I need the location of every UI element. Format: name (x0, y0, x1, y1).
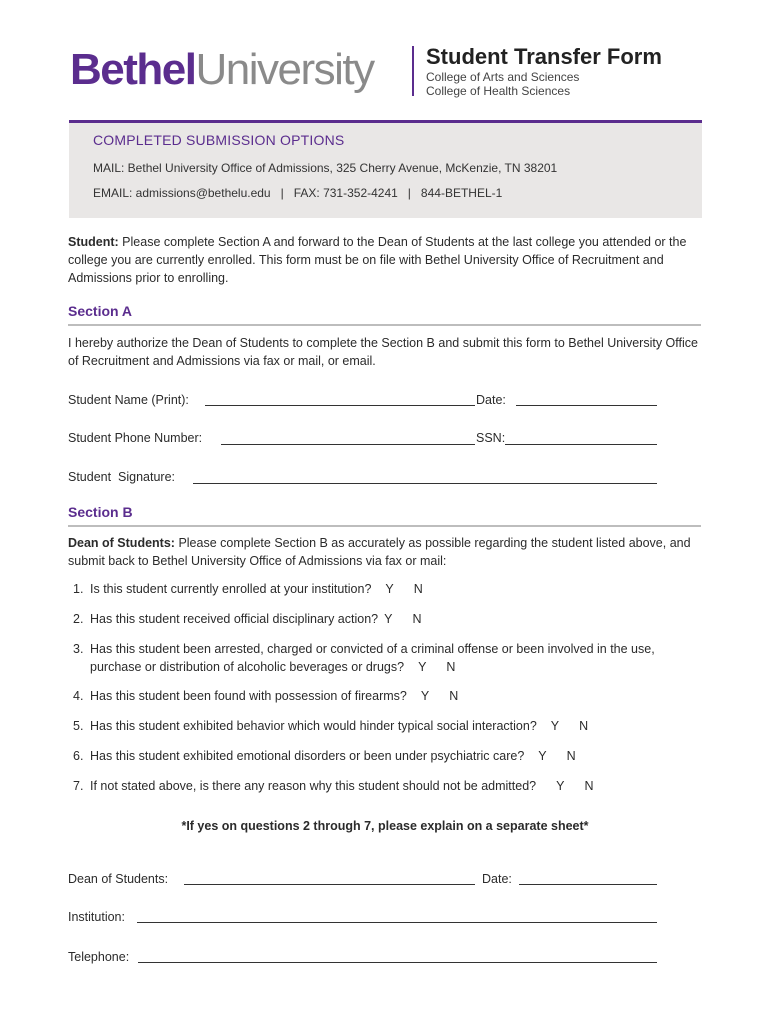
student-signature-label: Student Signature: (68, 470, 176, 484)
dean-instructions (68, 534, 708, 570)
dean-label: Dean of Students: (68, 536, 175, 550)
answer-yes[interactable]: Y (538, 749, 547, 763)
header-divider (412, 46, 414, 96)
question-number: 3. (73, 642, 84, 656)
question-text: If not stated above, is there any reason why this student should not be admitted? (90, 779, 537, 793)
answer-yes[interactable]: Y (418, 660, 427, 674)
student-name-field[interactable] (205, 405, 475, 406)
dean-date-field[interactable] (519, 884, 657, 885)
college-health-sciences: College of Health Sciences (426, 84, 571, 98)
answer-yes[interactable]: Y (420, 689, 430, 703)
answer-no[interactable]: N (413, 582, 423, 596)
student-date-field[interactable] (516, 405, 657, 406)
student-signature-field[interactable] (193, 483, 657, 484)
question-text: Has this student exhibited emotional disorders or been under psychiatric care? (90, 749, 525, 763)
answer-yes[interactable]: Y (385, 582, 394, 596)
answer-no[interactable]: N (412, 612, 422, 626)
bethel-university-logo (70, 46, 374, 94)
submission-email-fax-phone: EMAIL: admissions@bethelu.edu | FAX: 731-352-4241 | 844-BETHEL-1 (93, 186, 503, 200)
header (70, 44, 710, 100)
section-a-title: Section A (68, 303, 133, 319)
answer-no[interactable]: N (449, 689, 459, 703)
question-number: 4. (73, 689, 84, 703)
logo-bold-text: Bethel (70, 45, 196, 94)
telephone-field[interactable] (138, 962, 657, 963)
question-text: Has this student been found with possession of firearms? (90, 689, 407, 703)
section-a-authorization: I hereby authorize the Dean of Students to complete the Section B and submit this form to Bethel University Office of Recruitment and Admissions via fax or mail, or email. (68, 336, 698, 368)
answer-no[interactable]: N (584, 779, 594, 793)
explanation-note: *If yes on questions 2 through 7, please explain on a separate sheet* (181, 819, 589, 833)
question-number: 2. (73, 612, 84, 626)
submission-options-box (69, 120, 702, 218)
answer-yes[interactable]: Y (556, 779, 565, 793)
dean-instructions-text: Please complete Section B as accurately as possible regarding the student listed above, and submit back to Bethel University Office of Admissions via fax or mail: (68, 536, 691, 568)
question-text: Has this student been arrested, charged or convicted of a criminal offense or been involved in the use, purchase or distribution of alcoholic beverages or drugs? (90, 642, 655, 674)
section-b-rule (68, 525, 701, 527)
student-instructions-text: Please complete Section A and forward to the Dean of Students at the last college you attended or the college you are currently enrolled. This form must be on file with Bethel University Office of Recruitment and Admissions prior to enrolling. (68, 235, 687, 285)
question-text: Has this student received official disciplinary action? (90, 612, 379, 626)
student-label: Student: (68, 235, 119, 249)
telephone-label: Telephone: (68, 950, 130, 964)
answer-yes[interactable]: Y (550, 719, 560, 733)
question-number: 7. (73, 779, 84, 793)
question-number: 1. (73, 582, 84, 596)
submission-options-title: COMPLETED SUBMISSION OPTIONS (93, 132, 345, 148)
ssn-field[interactable] (505, 444, 657, 445)
logo-light-text: University (195, 45, 374, 94)
student-phone-label: Student Phone Number: (68, 431, 203, 445)
answer-no[interactable]: N (566, 749, 576, 763)
student-phone-field[interactable] (221, 444, 475, 445)
form-title: Student Transfer Form (426, 44, 662, 69)
dean-date-label: Date: (482, 872, 512, 886)
answer-yes[interactable]: Y (384, 612, 393, 626)
section-b-title: Section B (68, 504, 133, 520)
question-number: 6. (73, 749, 84, 763)
section-a-rule (68, 324, 701, 326)
institution-field[interactable] (137, 922, 657, 923)
answer-no[interactable]: N (446, 660, 456, 674)
question-number: 5. (73, 719, 84, 733)
dean-of-students-field[interactable] (184, 884, 475, 885)
question-text: Is this student currently enrolled at your institution? (90, 582, 372, 596)
institution-label: Institution: (68, 910, 125, 924)
answer-no[interactable]: N (579, 719, 589, 733)
college-arts-sciences: College of Arts and Sciences (426, 70, 580, 84)
student-date-label: Date: (476, 393, 506, 407)
ssn-label: SSN: (476, 431, 506, 445)
student-name-label: Student Name (Print): (68, 393, 189, 407)
submission-mail: MAIL: Bethel University Office of Admissions, 325 Cherry Avenue, McKenzie, TN 38201 (93, 161, 558, 175)
dean-of-students-label: Dean of Students: (68, 872, 169, 886)
student-instructions (68, 233, 708, 287)
question-text: Has this student exhibited behavior which would hinder typical social interaction? (90, 719, 537, 733)
